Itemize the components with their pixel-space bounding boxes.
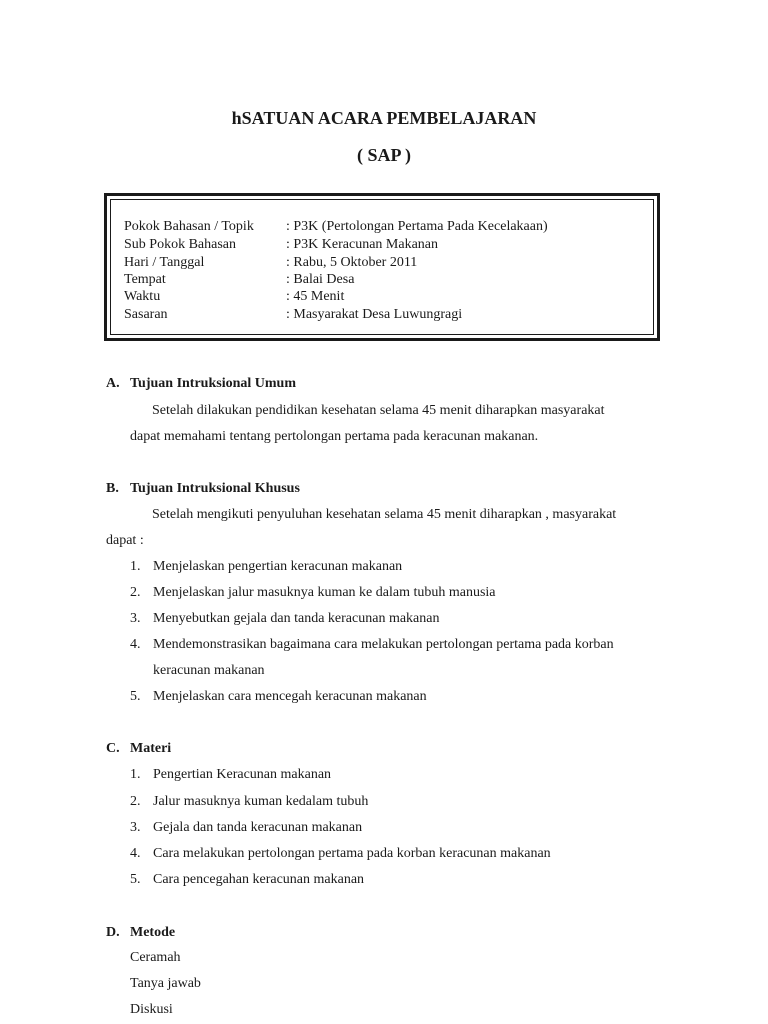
info-row-tanggal [124,255,644,272]
list-number: 5. [130,689,141,704]
document-title: hSATUAN ACARA PEMBELAJARAN [231,108,537,128]
section-title: Materi [130,741,172,756]
info-row-sub-pokok [124,237,644,254]
section-letter: D. [106,925,120,940]
method-item: Ceramah [130,950,181,965]
list-number: 3. [130,611,141,626]
list-text: Menjelaskan cara mencegah keracunan makanan [153,689,427,704]
section-title: Metode [130,925,176,940]
info-row-topik [124,219,644,236]
info-row-sasaran [124,307,644,324]
info-value: : P3K Keracunan Makanan [286,237,439,252]
list-number: 2. [130,585,141,600]
list-text: Menjelaskan jalur masuknya kuman ke dalam tubuh manusia [153,585,496,600]
section-letter: B. [106,481,119,496]
section-title: Tujuan Intruksional Khusus [130,481,300,496]
section-a-paragraph-line2: dapat memahami tentang pertolongan pertama pada keracunan makanan. [130,429,539,444]
section-letter: C. [106,741,120,756]
list-text: Jalur masuknya kuman kedalam tubuh [153,794,369,809]
document-subtitle: ( SAP ) [357,145,411,165]
method-item: Diskusi [130,1002,173,1017]
section-a-paragraph-line1: Setelah dilakukan pendidikan kesehatan selama 45 menit diharapkan masyarakat [152,403,605,418]
list-text: Gejala dan tanda keracunan makanan [153,820,363,835]
info-label: Waktu [124,289,161,304]
list-number: 1. [130,559,141,574]
section-title: Tujuan Intruksional Umum [130,376,296,391]
method-item: Tanya jawab [130,976,201,991]
section-c-heading [106,741,171,757]
section-b-paragraph-line1: Setelah mengikuti penyuluhan kesehatan selama 45 menit diharapkan , masyarakat [152,507,617,522]
list-text: keracunan makanan [153,663,265,678]
info-value: : P3K (Pertolongan Pertama Pada Kecelakaan) [286,219,548,234]
list-text: Mendemonstrasikan bagaimana cara melakukan pertolongan pertama pada korban [153,637,614,652]
section-b-heading [106,481,300,497]
list-number: 3. [130,820,141,835]
list-text: Cara melakukan pertolongan pertama pada korban keracunan makanan [153,846,551,861]
info-label: Pokok Bahasan / Topik [124,219,254,234]
info-label: Sub Pokok Bahasan [124,237,236,252]
section-b-paragraph-line2: dapat : [106,533,144,548]
section-a-heading [106,376,296,392]
list-number: 5. [130,872,141,887]
list-number: 1. [130,767,141,782]
list-number: 4. [130,637,141,652]
info-label: Hari / Tanggal [124,255,205,270]
info-row-waktu [124,289,644,306]
info-value: : 45 Menit [286,289,345,304]
info-label: Sasaran [124,307,168,322]
info-row-tempat [124,272,644,289]
info-value: : Rabu, 5 Oktober 2011 [286,255,418,270]
info-value: : Balai Desa [286,272,355,287]
section-letter: A. [106,376,120,391]
list-text: Cara pencegahan keracunan makanan [153,872,365,887]
section-d-heading [106,925,175,941]
list-text: Menjelaskan pengertian keracunan makanan [153,559,403,574]
list-text: Pengertian Keracunan makanan [153,767,332,782]
info-value: : Masyarakat Desa Luwungragi [286,307,463,322]
list-number: 2. [130,794,141,809]
list-number: 4. [130,846,141,861]
list-text: Menyebutkan gejala dan tanda keracunan makanan [153,611,440,626]
info-label: Tempat [124,272,166,287]
